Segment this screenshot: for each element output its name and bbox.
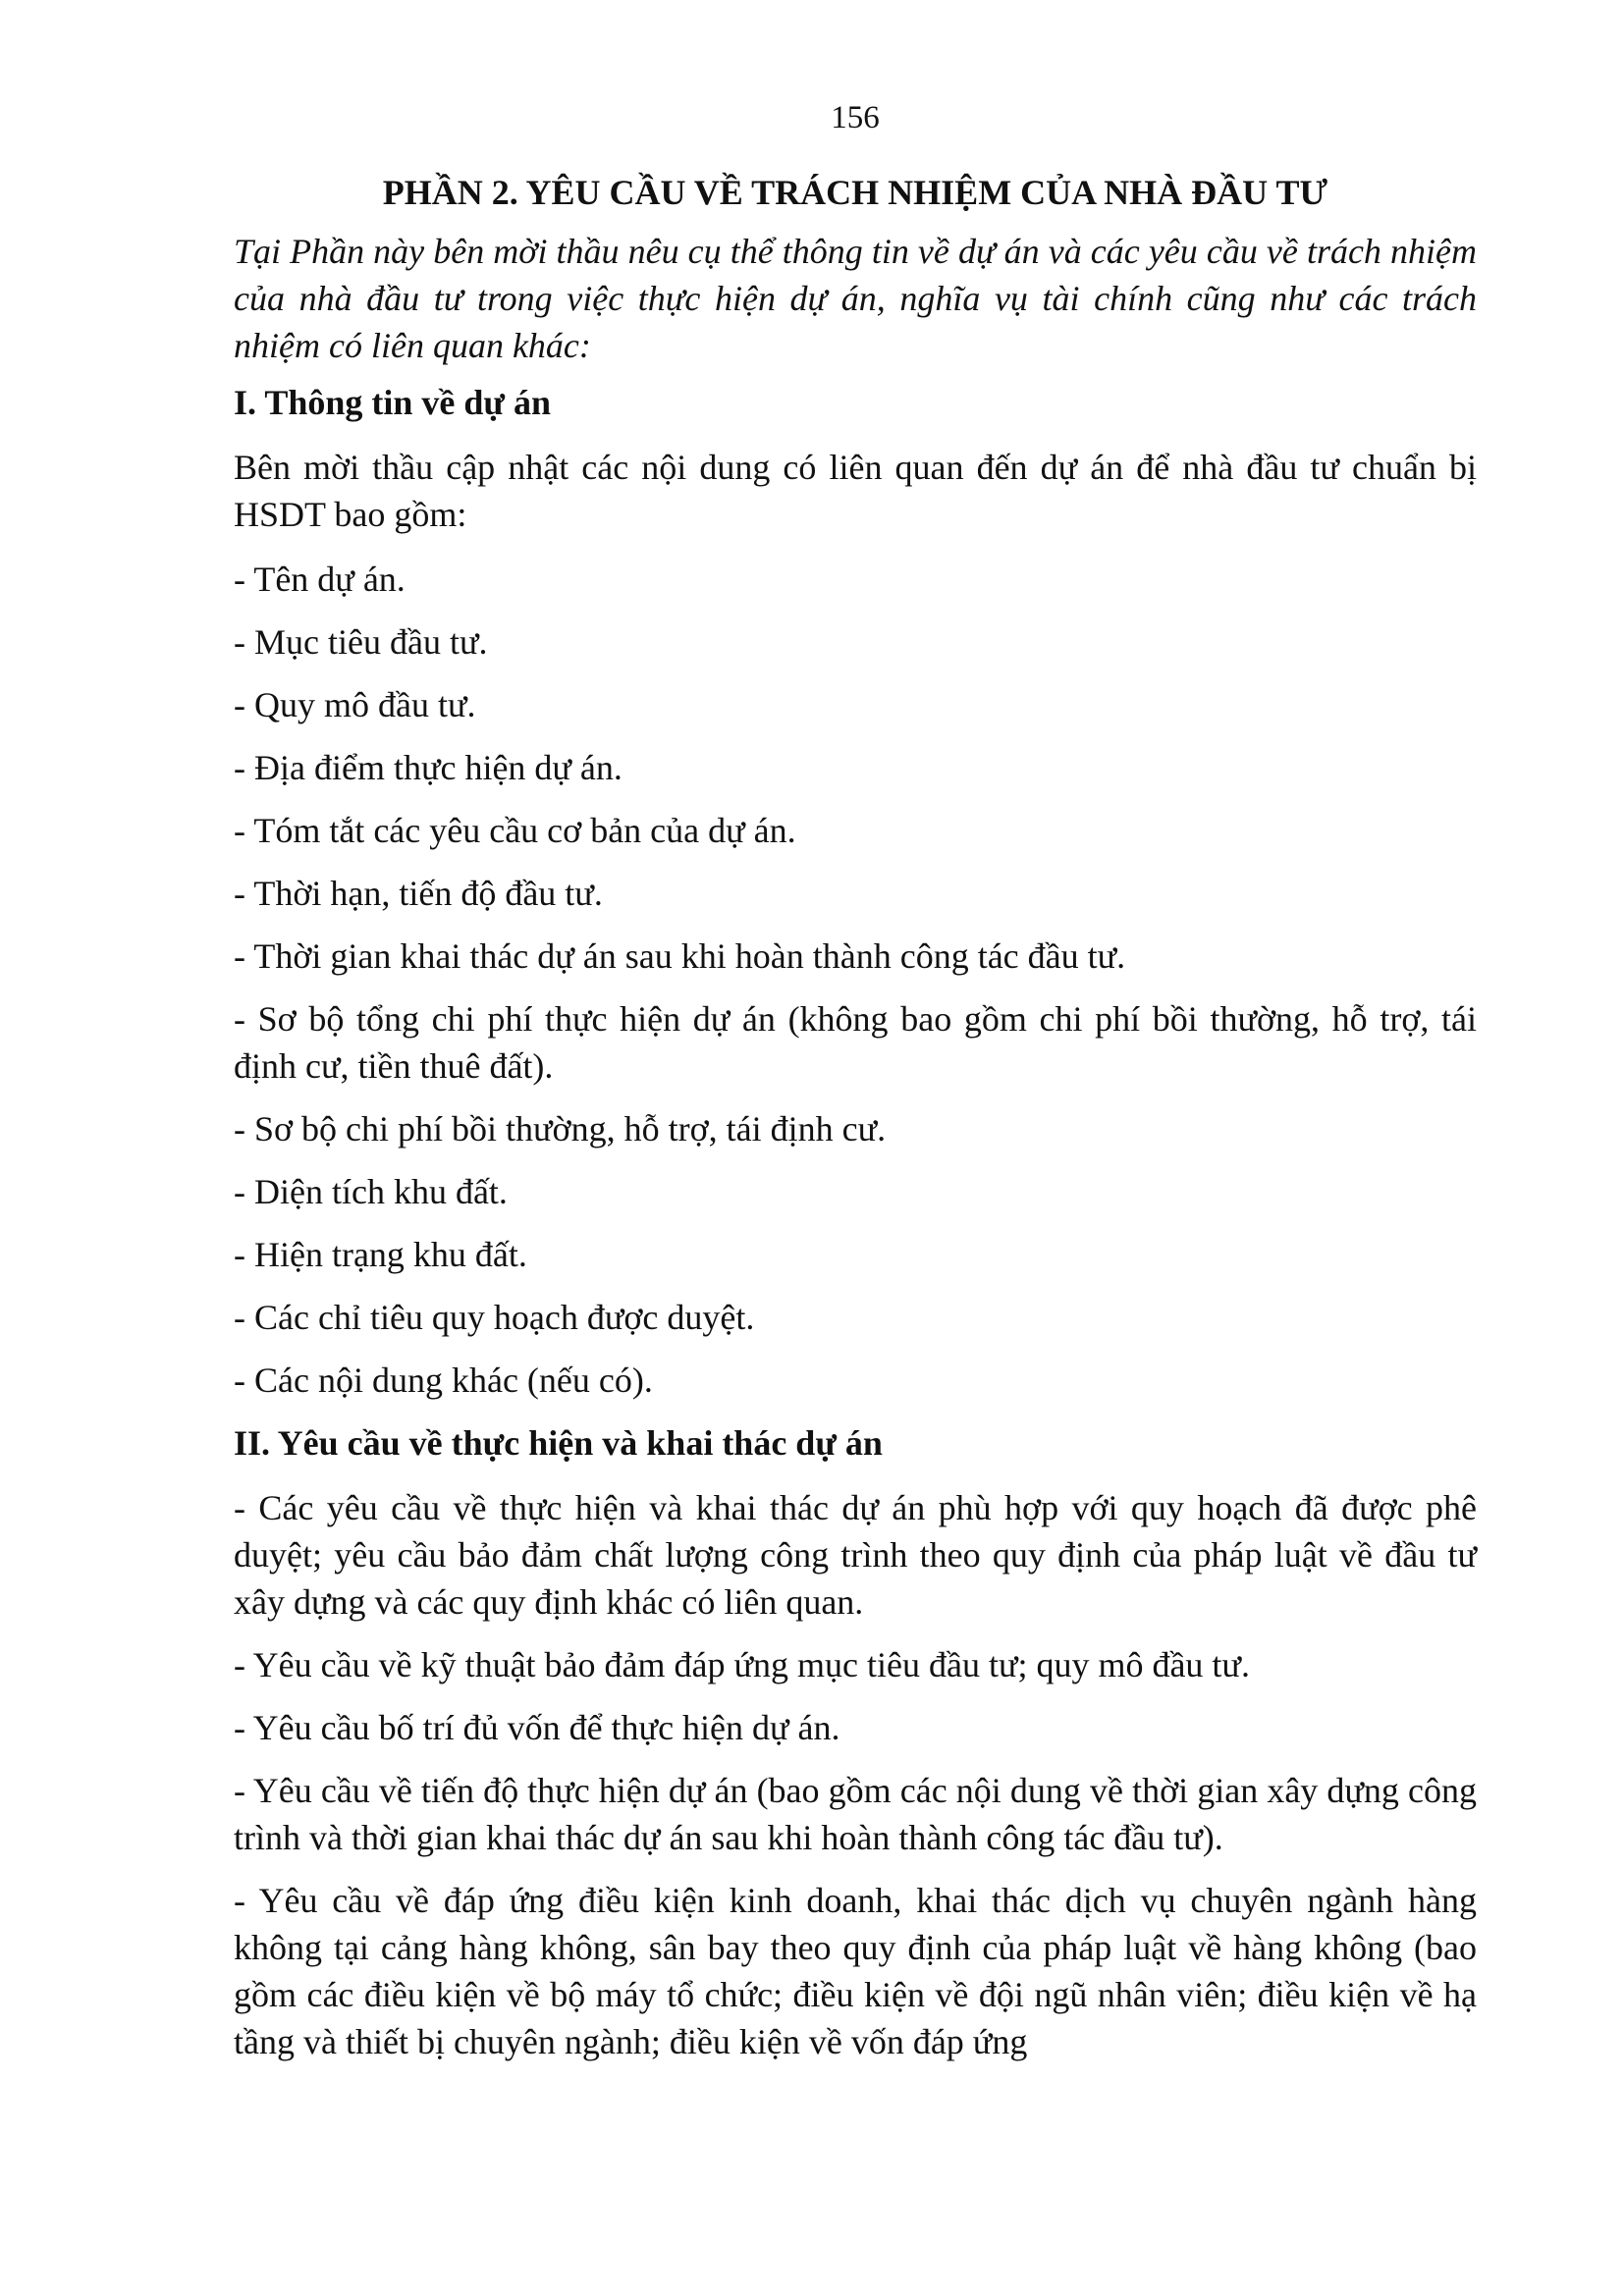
section-1-lead: Bên mời thầu cập nhật các nội dung có liên quan đến dự án để nhà đầu tư chuẩn bị HSDT bao gồm: [234, 448, 1477, 534]
list-item: - Mục tiêu đầu tư. [234, 622, 488, 662]
page-number: 156 [831, 100, 880, 135]
section-2-heading: II. Yêu cầu về thực hiện và khai thác dự án [234, 1423, 883, 1463]
list-item: - Yêu cầu về đáp ứng điều kiện kinh doanh, khai thác dịch vụ chuyên ngành hàng không tại cảng hàng không, sân bay theo quy định của pháp luật về hàng không (bao gồm các điều kiện về bộ máy tổ chức; điều kiện về đội ngũ nhân viên; điều kiện về hạ tầng và thiết bị chuyên ngành; điều kiện về vốn đáp ứng [234, 1881, 1477, 2061]
intro-paragraph: Tại Phần này bên mời thầu nêu cụ thể thông tin về dự án và các yêu cầu về trách nhiệm của nhà đầu tư trong việc thực hiện dự án, nghĩa vụ tài chính cũng như các trách nhiệm có liên quan khác: [234, 232, 1477, 365]
list-item: - Yêu cầu bố trí đủ vốn để thực hiện dự án. [234, 1708, 840, 1747]
list-item: - Diện tích khu đất. [234, 1172, 508, 1211]
requirements-list [234, 1484, 1477, 2065]
list-item: - Tóm tắt các yêu cầu cơ bản của dự án. [234, 811, 796, 850]
list-item: - Yêu cầu về kỹ thuật bảo đảm đáp ứng mục tiêu đầu tư; quy mô đầu tư. [234, 1645, 1250, 1684]
list-item: - Sơ bộ tổng chi phí thực hiện dự án (không bao gồm chi phí bồi thường, hỗ trợ, tái định cư, tiền thuê đất). [234, 999, 1477, 1086]
list-item: - Tên dự án. [234, 560, 406, 599]
document-title: PHẦN 2. YÊU CẦU VỀ TRÁCH NHIỆM CỦA NHÀ ĐẦU TƯ [382, 173, 1328, 212]
list-item: - Địa điểm thực hiện dự án. [234, 748, 623, 787]
list-item: - Các chỉ tiêu quy hoạch được duyệt. [234, 1298, 755, 1337]
list-item: - Quy mô đầu tư. [234, 685, 476, 724]
list-item: - Yêu cầu về tiến độ thực hiện dự án (bao gồm các nội dung về thời gian xây dựng công trình và thời gian khai thác dự án sau khi hoàn thành công tác đầu tư). [234, 1771, 1477, 1857]
list-item: - Sơ bộ chi phí bồi thường, hỗ trợ, tái định cư. [234, 1109, 887, 1148]
project-info-list [234, 556, 1477, 1404]
list-item: - Hiện trạng khu đất. [234, 1235, 527, 1274]
list-item: - Thời gian khai thác dự án sau khi hoàn thành công tác đầu tư. [234, 936, 1126, 976]
list-item: - Thời hạn, tiến độ đầu tư. [234, 874, 603, 913]
section-1-heading: I. Thông tin về dự án [234, 383, 552, 422]
document-body [234, 169, 1477, 2081]
list-item: - Các nội dung khác (nếu có). [234, 1361, 653, 1400]
list-item: - Các yêu cầu về thực hiện và khai thác dự án phù hợp với quy hoạch đã được phê duyệt; yêu cầu bảo đảm chất lượng công trình theo quy định của pháp luật về đầu tư xây dựng và các quy định khác có liên quan. [234, 1488, 1477, 1622]
